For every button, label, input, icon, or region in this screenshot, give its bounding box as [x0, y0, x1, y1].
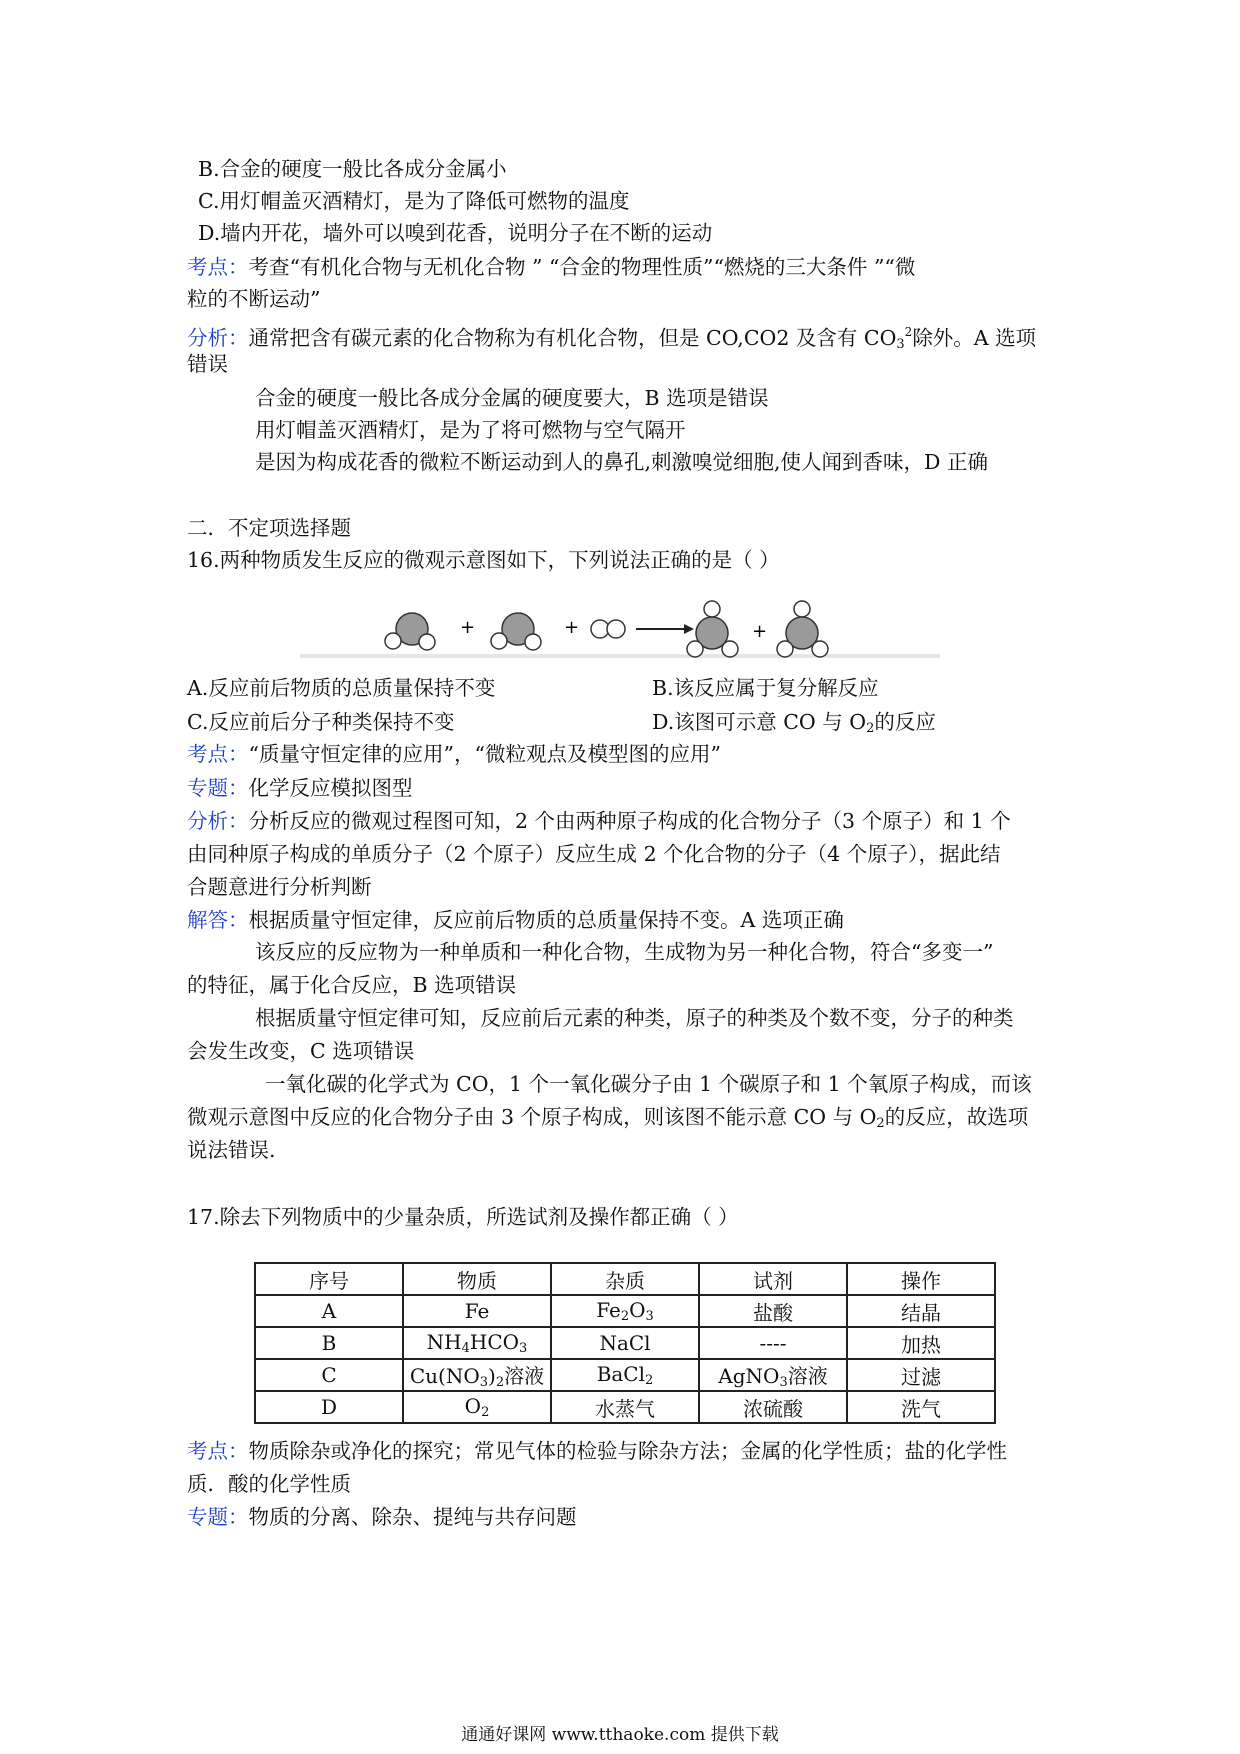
q16-jieda-5: 会发生改变，C 选项错误: [187, 1039, 415, 1063]
q16-zhuanti-label: 专题：: [187, 776, 249, 800]
table-cell-substance: $NH_4HCO_3$: [403, 1327, 551, 1359]
q16-jieda-6: 一氧化碳的化学式为 CO，1 个一氧化碳分子由 1 个碳原子和 1 个氧原子构成，而该: [265, 1072, 1032, 1096]
table-cell-reagent: AgNO$_3$溶液: [699, 1359, 847, 1391]
table-cell-substance: $O_2$: [403, 1391, 551, 1423]
fenxi-text-end: 除外。A 选项: [912, 326, 1037, 350]
fenxi-line-3: 合金的硬度一般比各成分金属的硬度要大，B 选项是错误: [255, 386, 769, 410]
table-cell-substance: Fe: [403, 1295, 551, 1327]
q16-kaodian-label: 考点：: [187, 742, 249, 766]
table-cell-id: C: [255, 1359, 403, 1391]
q17-kaodian-2: 质．酸的化学性质: [187, 1472, 351, 1496]
q16-option-d-text: D.该图可示意 CO 与 O: [652, 710, 867, 734]
table-cell-operation: 加热: [847, 1327, 995, 1359]
product-molecule-2: [777, 601, 828, 657]
kaodian-label: 考点：: [187, 255, 249, 279]
q16-fenxi-text: 分析反应的微观过程图可知，2 个由两种原子构成的化合物分子（3 个原子）和 1 个: [248, 809, 1011, 833]
q16-option-a: A.反应前后物质的总质量保持不变: [187, 676, 496, 700]
table-header-cell: 杂质: [551, 1263, 699, 1295]
option-c: C.用灯帽盖灭酒精灯，是为了降低可燃物的温度: [198, 189, 630, 213]
fenxi-superscript: 2: [904, 325, 913, 339]
kaodian-text: 考查“有机化合物与无机化合物 ” “合金的物理性质”“燃烧的三大条件 ”“微: [248, 255, 916, 279]
product-molecule-1: [687, 601, 738, 657]
q16-option-d-text-end: 的反应: [874, 710, 936, 734]
q17-kaodian-label: 考点：: [187, 1439, 249, 1463]
table-header-row: [255, 1263, 995, 1295]
fenxi-line-2: 错误: [187, 352, 228, 376]
table-row: [255, 1391, 995, 1423]
fenxi-label: 分析：: [187, 326, 249, 350]
q16-kaodian: [187, 740, 721, 768]
table-header-cell: 试剂: [699, 1263, 847, 1295]
plus-sign-2: +: [564, 617, 580, 638]
page-footer: 通通好课网 www.tthaoke.com 提供下载: [461, 1725, 779, 1745]
reactant-molecule-2: [491, 613, 541, 650]
q17-zhuanti-text: 物质的分离、除杂、提纯与共存问题: [248, 1505, 577, 1529]
option-b: B.合金的硬度一般比各成分金属小: [198, 157, 507, 181]
table-header-cell: 物质: [403, 1263, 551, 1295]
q16-jieda-7: [187, 1103, 1028, 1138]
table-cell-id: A: [255, 1295, 403, 1327]
table-cell-operation: 结晶: [847, 1295, 995, 1327]
q16-zhuanti: [187, 774, 413, 802]
section-heading: 二．不定项选择题: [187, 516, 351, 540]
reactant-molecule-1: [385, 613, 435, 650]
table-cell-id: B: [255, 1327, 403, 1359]
fenxi-text: 通常把含有碳元素的化合物称为有机化合物，但是 CO,CO2 及含有 CO: [248, 326, 897, 350]
q16-fenxi-label: 分析：: [187, 809, 249, 833]
q16-fenxi-2: 由同种原子构成的单质分子（2 个原子）反应生成 2 个化合物的分子（4 个原子），据此结: [187, 842, 1001, 866]
q16-jieda-8: 说法错误.: [187, 1138, 276, 1162]
q16-fenxi-3: 合题意进行分析判断: [187, 875, 372, 899]
table-cell-reagent: ----: [699, 1327, 847, 1359]
table-header-cell: 操作: [847, 1263, 995, 1295]
kaodian-line-2: 粒的不断运动”: [187, 287, 321, 311]
plus-sign-3: +: [752, 621, 768, 642]
q17-zhuanti-label: 专题：: [187, 1505, 249, 1529]
q16-kaodian-text: “质量守恒定律的应用”，“微粒观点及模型图的应用”: [248, 742, 721, 766]
reaction-arrow: [636, 624, 694, 634]
reactant-molecule-diatomic: [591, 620, 625, 638]
q16-fenxi-1: [187, 807, 1011, 835]
fenxi-line-4: 用灯帽盖灭酒精灯，是为了将可燃物与空气隔开: [255, 418, 686, 442]
plus-sign-1: +: [460, 617, 476, 638]
table-cell-operation: 过滤: [847, 1359, 995, 1391]
q16-jieda-3: 的特征，属于化合反应，B 选项错误: [187, 973, 517, 997]
q16-option-d: [652, 708, 936, 743]
table-cell-id: D: [255, 1391, 403, 1423]
fenxi-subscript: 3: [896, 337, 905, 352]
q16-jieda-label: 解答：: [187, 908, 249, 932]
fenxi-line-5: 是因为构成花香的微粒不断运动到人的鼻孔,刺激嗅觉细胞,使人闻到香味，D 正确: [255, 450, 988, 474]
q16-jieda-text: 根据质量守恒定律，反应前后物质的总质量保持不变。A 选项正确: [248, 908, 844, 932]
q16-option-d-subscript: 2: [866, 721, 875, 736]
table-cell-impurity: $Fe_2O_3$: [551, 1295, 699, 1327]
q17-zhuanti: [187, 1503, 577, 1531]
q17-stem: 17.除去下列物质中的少量杂质，所选试剂及操作都正确（ ）: [187, 1205, 739, 1229]
table-cell-impurity: NaCl: [551, 1327, 699, 1359]
impurity-table: [254, 1262, 996, 1424]
table-cell-impurity: 水蒸气: [551, 1391, 699, 1423]
q16-jieda-4: 根据质量守恒定律可知，反应前后元素的种类，原子的种类及个数不变，分子的种类: [255, 1006, 1014, 1030]
option-d: D.墙内开花，墙外可以嗅到花香，说明分子在不断的运动: [198, 221, 713, 245]
table-cell-reagent: 浓硫酸: [699, 1391, 847, 1423]
fenxi-line-1: [187, 318, 1036, 359]
table-row: [255, 1327, 995, 1359]
q16-jieda-2: 该反应的反应物为一种单质和一种化合物，生成物为另一种化合物，符合“多变一”: [255, 940, 994, 964]
q17-kaodian-1: [187, 1437, 1007, 1465]
table-cell-reagent: 盐酸: [699, 1295, 847, 1327]
q16-jieda-1: [187, 906, 844, 934]
reaction-micro-diagram: [300, 596, 940, 666]
table-cell-impurity: BaCl$_2$: [551, 1359, 699, 1391]
q16-option-c: C.反应前后分子种类保持不变: [187, 710, 455, 734]
table-row: [255, 1359, 995, 1391]
q16-jieda-7-text: 微观示意图中反应的化合物分子由 3 个原子构成，则该图不能示意 CO 与 O: [187, 1105, 877, 1129]
table-row: [255, 1295, 995, 1327]
table-cell-substance: $Cu(NO_3)_2$溶液: [403, 1359, 551, 1391]
kaodian-line-1: [187, 253, 915, 281]
q16-option-b: B.该反应属于复分解反应: [652, 676, 879, 700]
q16-jieda-7-subscript: 2: [876, 1116, 885, 1131]
q17-kaodian-text: 物质除杂或净化的探究；常见气体的检验与除杂方法；金属的化学性质；盐的化学性: [248, 1439, 1007, 1463]
table-header-cell: 序号: [255, 1263, 403, 1295]
q16-jieda-7-text-end: 的反应，故选项: [884, 1105, 1029, 1129]
q16-stem: 16.两种物质发生反应的微观示意图如下，下列说法正确的是（ ）: [187, 548, 780, 572]
table-cell-operation: 洗气: [847, 1391, 995, 1423]
q16-zhuanti-text: 化学反应模拟图型: [248, 776, 413, 800]
